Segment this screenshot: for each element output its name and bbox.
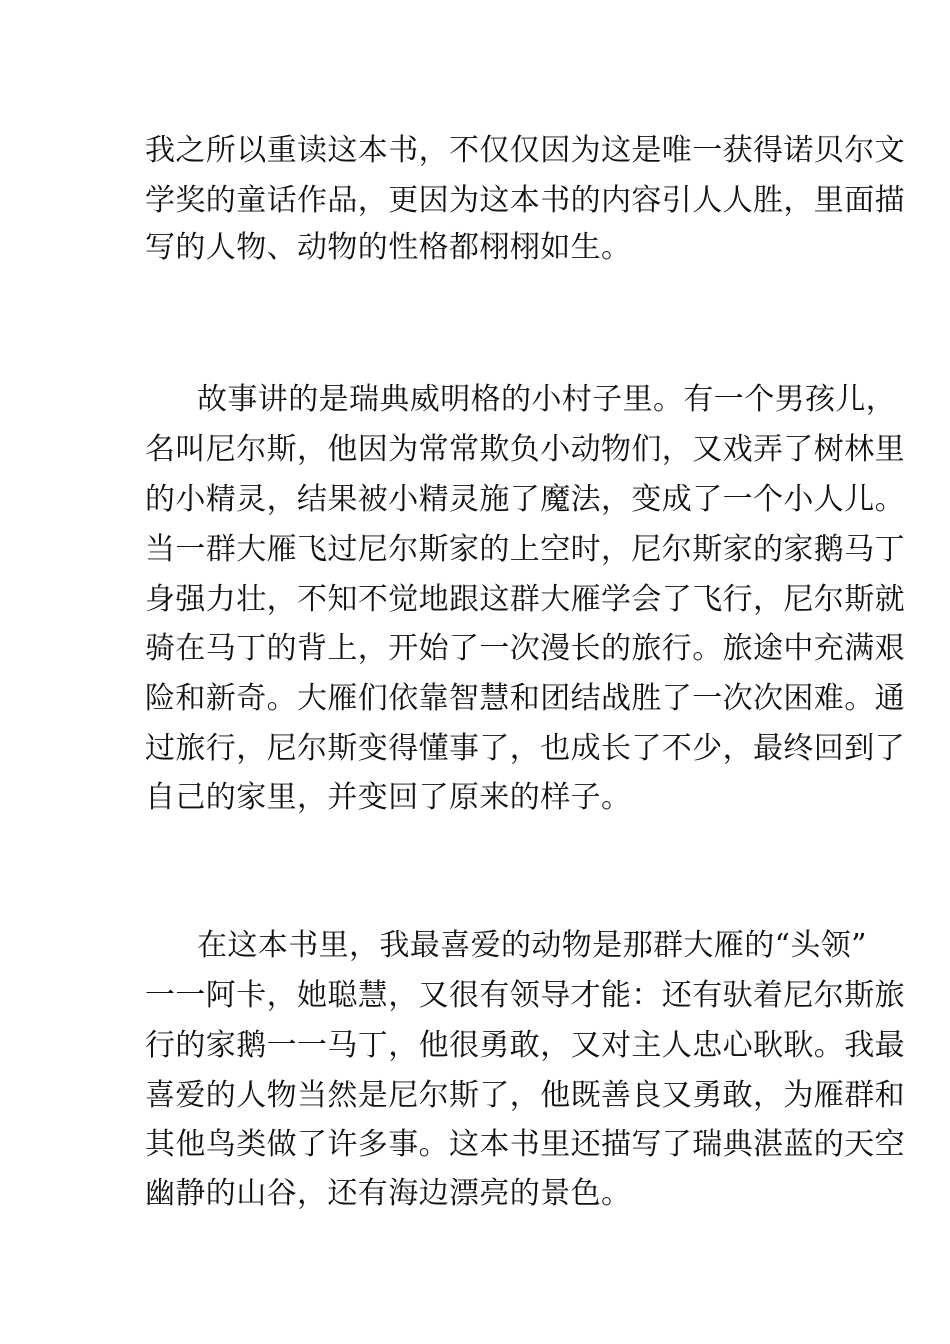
text-line: 幽静的山谷，还有海边漂亮的景色。 [145, 1176, 632, 1211]
text-line: 自己的家里，并变回了原来的样子。 [145, 780, 632, 815]
text-line: 险和新奇。大雁们依靠智慧和团结战胜了一次次困难。通 [145, 681, 905, 716]
text-line: 故事讲的是瑞典威明格的小村子里。有一个男孩儿， [197, 382, 897, 417]
text-line: 其他鸟类做了许多事。这本书里还描写了瑞典湛蓝的天空 [145, 1127, 905, 1162]
text-line: 的小精灵，结果被小精灵施了魔法，变成了一个小人儿。 [145, 482, 905, 517]
text-line: 写的人物、动物的性格都栩栩如生。 [145, 230, 632, 265]
text-line: 一一阿卡，她聪慧，又很有领导才能：还有驮着尼尔斯旅 [145, 978, 905, 1013]
text-line: 身强力壮，不知不觉地跟这群大雁学会了飞行，尼尔斯就 [145, 582, 905, 617]
text-line: 学奖的童话作品，更因为这本书的内容引人人胜，里面描 [145, 183, 905, 218]
text-line: 当一群大雁飞过尼尔斯家的上空时，尼尔斯家的家鹅马丁 [145, 532, 905, 567]
text-line: 在这本书里，我最喜爱的动物是那群大雁的“头领” [197, 928, 867, 963]
text-line: 骑在马丁的背上，开始了一次漫长的旅行。旅途中充满艰 [145, 631, 905, 666]
text-line: 名叫尼尔斯，他因为常常欺负小动物们，又戏弄了树林里 [145, 432, 905, 467]
text-line: 过旅行，尼尔斯变得懂事了，也成长了不少，最终回到了 [145, 731, 905, 766]
text-line: 喜爱的人物当然是尼尔斯了，他既善良又勇敢，为雁群和 [145, 1078, 905, 1113]
text-line: 行的家鹅一一马丁，他很勇敢，又对主人忠心耿耿。我最 [145, 1028, 905, 1063]
text-line: 我之所以重读这本书，不仅仅因为这是唯一获得诺贝尔文 [145, 133, 905, 168]
